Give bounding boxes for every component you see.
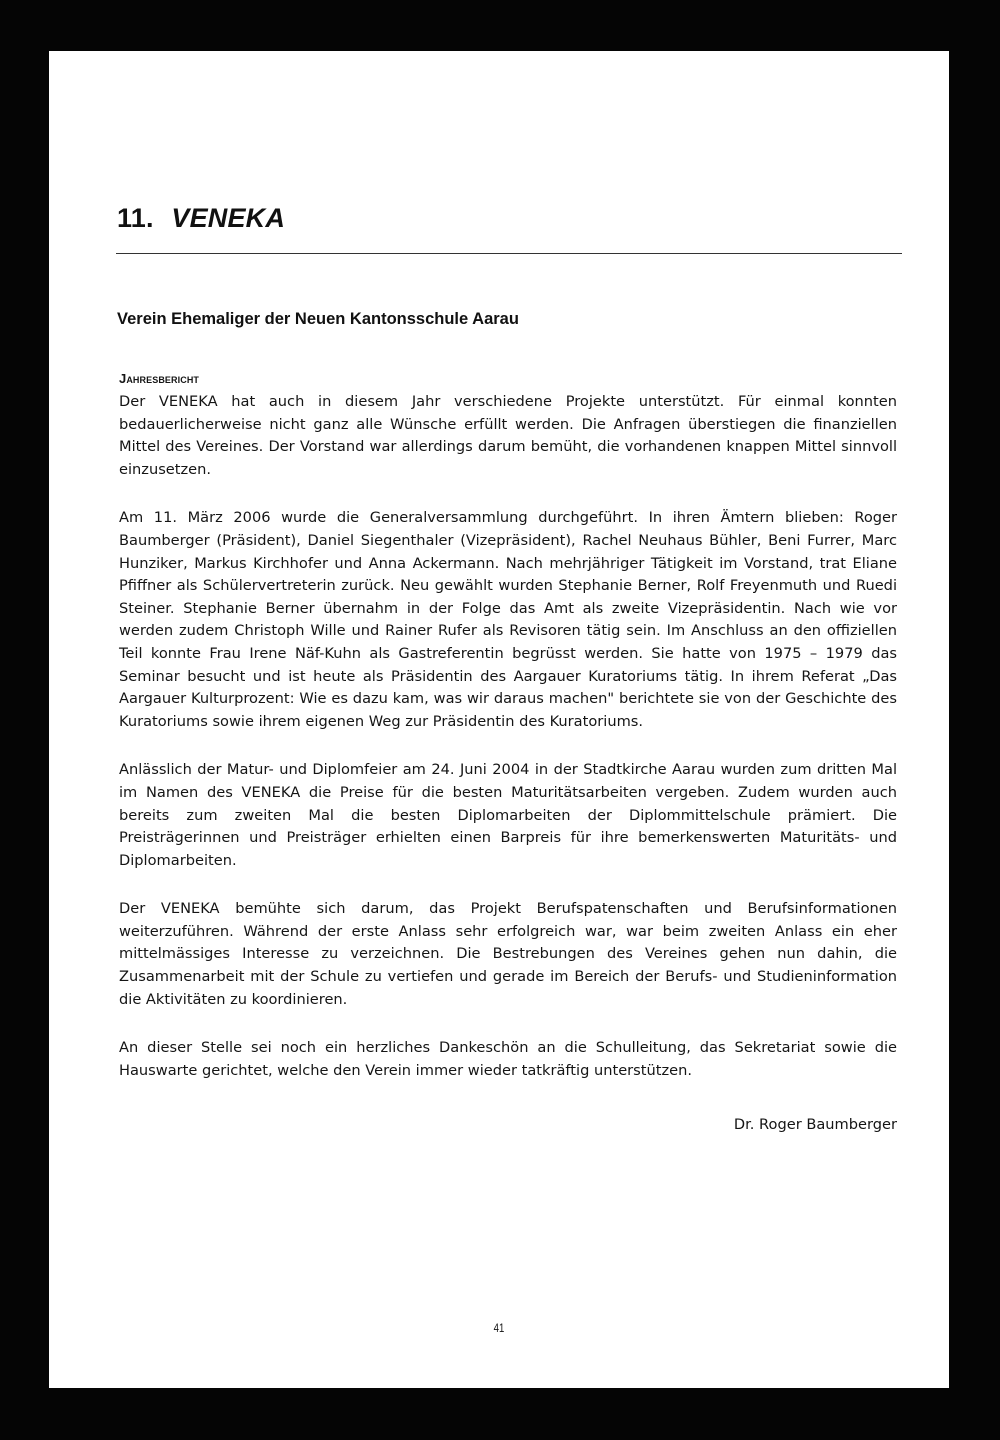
- paragraph-career-info: Der VENEKA bemühte sich darum, das Projekt Berufspatenschaften und Berufsinformationen weiterzuführen. Während der erste Anlass sehr erfolgreich war, war beim zweiten Anlass ein eher mittelmässiges Interesse zu verzeichnen. Die Bestrebungen des Vereines gehen nun dahin, die Zusammenarbeit mit der Schule zu vertiefen und gerade im Bereich der Berufs- und Studieninformation die Aktivitäten zu koordinieren.: [119, 900, 897, 1008]
- report-body: [119, 369, 897, 1137]
- chapter-number: 11.: [117, 203, 154, 233]
- chapter-title: [117, 203, 285, 234]
- association-subtitle: Verein Ehemaliger der Neuen Kantonsschule Aarau: [117, 310, 519, 328]
- paragraph-intro: Der VENEKA hat auch in diesem Jahr verschiedene Projekte unterstützt. Für einmal konnten bedauerlicherweise nicht ganz alle Wünsche erfüllt werden. Die Anfragen überstiegen die finanziellen Mittel des Vereines. Der Vorstand war allerdings darum bemüht, die vorhandenen knappen Mittel sinnvoll einzusetzen.: [119, 393, 897, 478]
- paragraph-thanks: An dieser Stelle sei noch ein herzliches Dankeschön an die Schulleitung, das Sekretariat sowie die Hauswarte gerichtet, welche den Verein immer wieder tatkräftig unterstützen.: [119, 1039, 897, 1079]
- paragraph-general-assembly: Am 11. März 2006 wurde die Generalversammlung durchgeführt. In ihren Ämtern blieben: Roger Baumberger (Präsident), Daniel Siegenthaler (Vizepräsident), Rachel Neuhaus Bühler, Beni Furrer, Marc Hunziker, Markus Kirchhofer und Anna Ackermann. Nach mehrjähriger Tätigkeit im Vorstand, trat Eliane Pfiffner als Schülervertreterin zurück. Neu gewählt wurden Stephanie Berner, Rolf Freyenmuth und Ruedi Steiner. Stephanie Berner übernahm in der Folge das Amt als zweite Vizepräsidentin. Nach wie vor werden zudem Christoph Wille und Rainer Rufer als Revisoren tätig sein. Im Anschluss an den offiziellen Teil konnte Frau Irene Näf-Kuhn als Gastreferentin begrüsst werden. Sie hatte von 1975 – 1979 das Seminar besucht und ist heute als Präsidentin des Aargauer Kuratoriums tätig. In ihrem Referat „Das Aargauer Kulturprozent: Wie es dazu kam, was wir daraus machen" berichtete sie von der Geschichte des Kuratoriums sowie ihrem eigenen Weg zur Präsidentin des Kuratoriums.: [119, 509, 897, 730]
- document-page: [49, 51, 949, 1388]
- title-divider: [116, 253, 902, 254]
- page-number: 41: [493, 1321, 505, 1335]
- paragraph-awards: Anlässlich der Matur- und Diplomfeier am 24. Juni 2004 in der Stadtkirche Aarau wurden zum dritten Mal im Namen des VENEKA die Preise für die besten Maturitätsarbeiten vergeben. Zudem wurden auch bereits zum zweiten Mal die besten Diplomarbeiten der Diplommittelschule prämiert. Die Preisträgerinnen und Preisträger erhielten einen Barpreis für ihre bemerkenswerten Maturitäts- und Diplomarbeiten.: [119, 761, 897, 869]
- signature: Dr. Roger Baumberger: [733, 1116, 897, 1134]
- chapter-name: VENEKA: [171, 203, 286, 233]
- section-label: Jahresbericht: [119, 371, 200, 386]
